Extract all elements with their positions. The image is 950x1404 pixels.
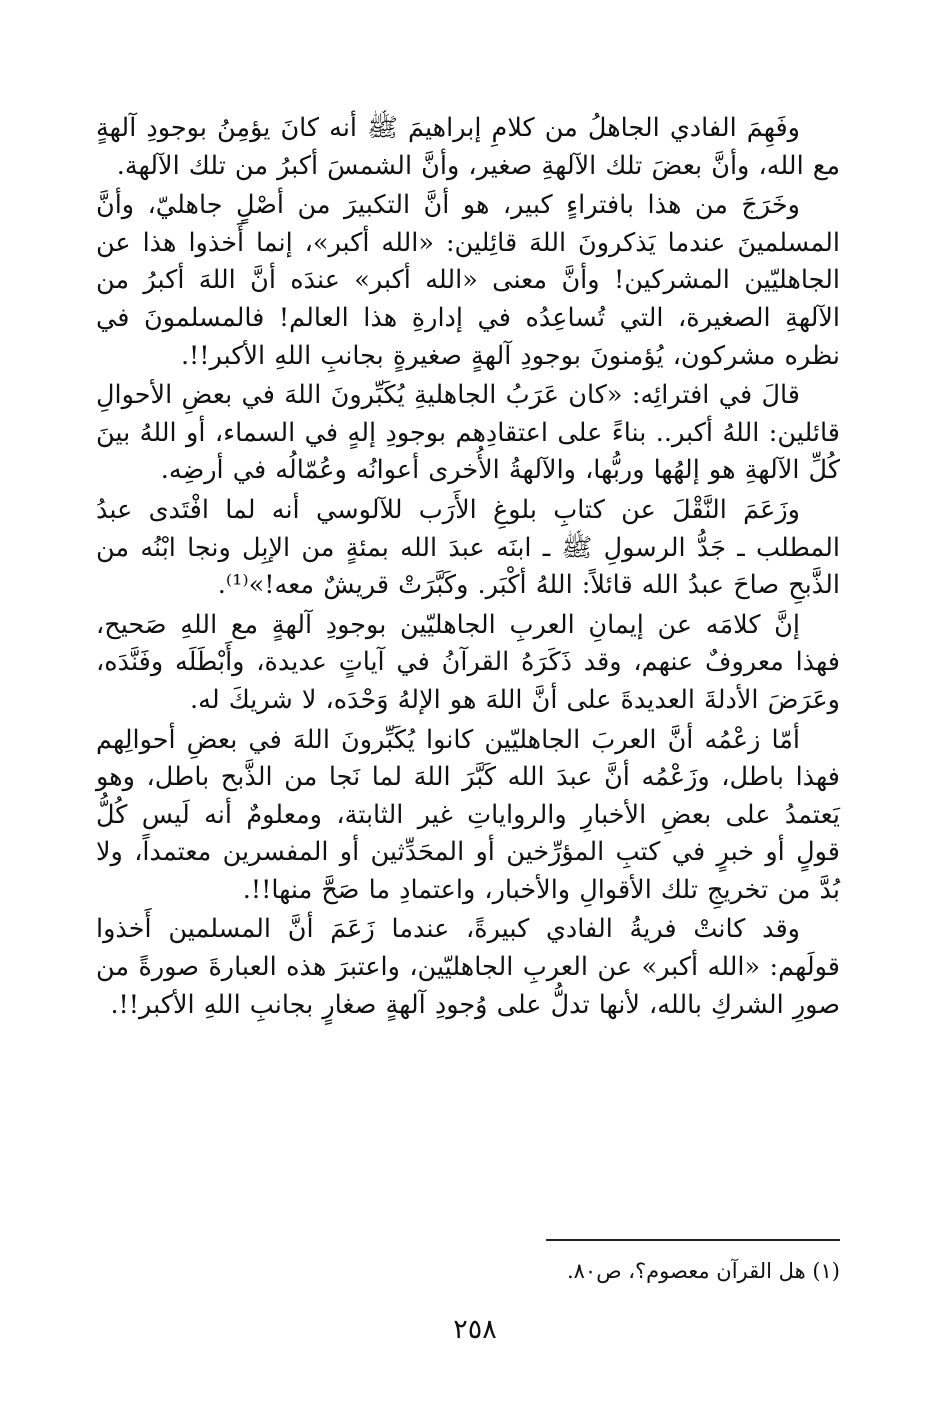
paragraph: إنَّ كلامَه عن إيمانِ العربِ الجاهليّين بوجودِ آلهةٍ مع اللهِ صَحيح، فهذا معروفٌ عنهم، وقد ذَكَرَهُ القرآنُ في آياتٍ عديدة، وأَبْطَلَه وفَنَّدَه، وعَرَضَ الأدلةَ العديدةَ على أنَّ اللهَ هو الإلهُ وَحْدَه، لا شريكَ له. (96, 609, 840, 715)
paragraph: وقد كانتْ فريةُ الفادي كبيرةً، عندما زَعَمَ أنَّ المسلمين أَخذوا قولَهم: «الله أكبر» عن العربِ الجاهليّين، واعتبرَ هذه العبارةَ صورةً من صورِ الشركِ بالله، لأنها تدلُّ على وُجودِ آلهةٍ صغارٍ بجانبِ اللهِ الأكبر!!. (96, 914, 840, 1020)
paragraph: وخَرَجَ من هذا بافتراءٍ كبير، هو أنَّ التكبيرَ من أصْلٍ جاهليّ، وأنَّ المسلمينَ عندما يَذكرونَ اللهَ قائِلين: «الله أكبر»، إنما أَخذوا هذا عن الجاهليّين المشركين! وأنَّ معنى «الله أكبر» عندَه أنَّ اللهَ أكبرُ من الآلهةِ الصغيرة، التي تُساعِدُه في إدارةِ هذا العالم! فالمسلمونَ في نظره مشركون، يُؤمنونَ بوجودِ آلهةٍ صغيرةٍ بجانبِ اللهِ الأكبر!!. (96, 190, 840, 371)
page-number: ٢٥٨ (453, 1314, 497, 1345)
main-text (96, 110, 840, 1026)
paragraph: وفَهِمَ الفادي الجاهلُ من كلامِ إبراهيمَ ﷺ أنه كانَ يؤمِنُ بوجودِ آلهةٍ مع الله، وأنَّ بعضَ تلك الآلهةِ صغير، وأنَّ الشمسَ أكبرُ من تلك الآلهة. (96, 113, 840, 181)
paragraph: وزَعَمَ النَّقْلَ عن كتابِ بلوغِ الأَرَب للآلوسي أنه لما افْتَدى عبدُ المطلب ـ جَدُّ الرسولِ ﷺ ـ ابنَه عبدَ الله بمئةٍ من الإبِل ونجا ابْنُه من الذَّبحِ صاحَ عبدُ الله قائلاً: اللهُ أكْبَر. وكَبَّرَتْ قريشٌ معه!»⁽¹⁾. (96, 494, 840, 601)
footnote-divider (546, 1239, 840, 1241)
paragraph: أمّا زعْمُه أنَّ العربَ الجاهليّين كانوا يُكَبِّرونَ اللهَ في بعضِ أحوالِهم فهذا باطل، وزَعْمُه أنَّ عبدَ الله كَبَّرَ اللهَ لما نَجا من الذَّبح باطل، وهو يَعتمدُ على بعضِ الأخبارِ والرواياتِ غير الثابتة، ومعلومٌ أنه لَيس كُلُّ قولٍ أو خبرٍ في كتبِ المؤرِّخين أو المحَدِّثين أو المفسرين معتمداً، ولا بُدَّ من تخريجِ تلك الأقوالِ والأخبار، واعتمادِ ما صَحَّ منها!!. (96, 724, 840, 905)
footnote: (١) هل القرآن معصوم؟، ص٨٠. (566, 1259, 840, 1283)
paragraph: قالَ في افترائِه: «كان عَرَبُ الجاهليةِ يُكَبِّرونَ اللهَ في بعضِ الأحوالِ قائلين: اللهُ أكبر.. بناءً على اعتقادِهم بوجودِ إلهٍ في السماء، أو اللهُ بينَ كُلِّ الآلهةِ هو إلهُها وربُّها، والآلهةُ الأُخرى أعوانُه وعُمّالُه في أرضِه. (96, 380, 840, 486)
